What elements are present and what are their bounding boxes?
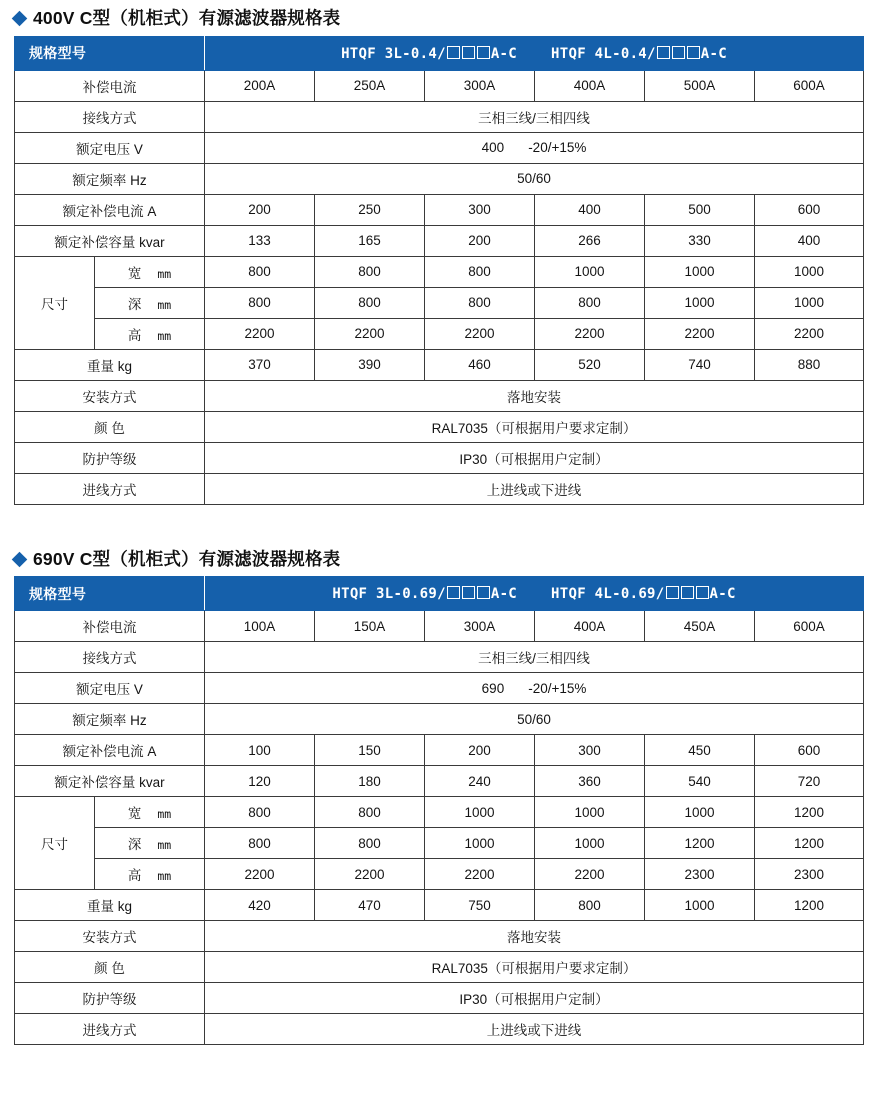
row-label-frequency: 额定频率 Hz <box>15 704 205 735</box>
sublabel-text: 高 <box>127 868 142 883</box>
cell-value-install: 落地安装 <box>205 921 864 952</box>
placeholder-box-icon <box>462 46 475 59</box>
voltage-value: 690 <box>481 680 505 696</box>
placeholder-box-icon <box>696 586 709 599</box>
model-b-suffix: A-C <box>709 586 736 602</box>
cell-value: 2300 <box>755 859 864 890</box>
sublabel-depth <box>95 287 205 318</box>
cell-value: 200A <box>205 70 315 101</box>
row-label-weight: 重量 kg <box>15 349 205 380</box>
table-row <box>15 673 864 704</box>
placeholder-box-icon <box>447 586 460 599</box>
cell-value: 600 <box>755 735 864 766</box>
cell-value: 250A <box>315 70 425 101</box>
cell-value: 800 <box>205 287 315 318</box>
cell-value: 200 <box>425 225 535 256</box>
cell-value: 240 <box>425 766 535 797</box>
cell-value: 250 <box>315 194 425 225</box>
section-title-400v <box>14 10 863 28</box>
cell-value-wiring: 三相三线/三相四线 <box>205 101 864 132</box>
cell-value-install: 落地安装 <box>205 380 864 411</box>
cell-value: 2200 <box>205 859 315 890</box>
placeholder-box-icon <box>657 46 670 59</box>
model-a-suffix: A-C <box>490 45 518 62</box>
cell-value: 1200 <box>645 828 755 859</box>
cell-value: 800 <box>205 256 315 287</box>
model-b-prefix: HTQF 4L-0.4/ <box>551 45 656 62</box>
cell-value: 1000 <box>755 287 864 318</box>
cell-value-frequency: 50/60 <box>205 704 864 735</box>
header-model-cell <box>205 577 864 611</box>
row-label-color: 颜 色 <box>15 952 205 983</box>
cell-value: 360 <box>535 766 645 797</box>
cell-value: 300 <box>425 194 535 225</box>
cell-value: 600 <box>755 194 864 225</box>
table-row <box>15 828 864 859</box>
cell-value: 300A <box>425 611 535 642</box>
cell-value: 165 <box>315 225 425 256</box>
cell-value: 200 <box>205 194 315 225</box>
cell-value: 2200 <box>645 318 755 349</box>
sublabel-unit: mm <box>157 838 172 852</box>
cell-value-voltage <box>205 132 864 163</box>
cell-value: 1000 <box>645 256 755 287</box>
section-title-text: 400V C型（机柜式）有源滤波器规格表 <box>33 8 341 28</box>
cell-value: 1200 <box>755 797 864 828</box>
cell-value: 266 <box>535 225 645 256</box>
cell-value: 2200 <box>535 859 645 890</box>
placeholder-box-icon <box>477 586 490 599</box>
cell-value: 200 <box>425 735 535 766</box>
cell-value: 750 <box>425 890 535 921</box>
row-label-wiring: 接线方式 <box>15 642 205 673</box>
cell-value: 450 <box>645 735 755 766</box>
cell-value: 880 <box>755 349 864 380</box>
cell-value-protection: IP30（可根据用户定制） <box>205 442 864 473</box>
cell-value: 800 <box>315 287 425 318</box>
table-row <box>15 704 864 735</box>
placeholder-box-icon <box>477 46 490 59</box>
cell-value-frequency: 50/60 <box>205 163 864 194</box>
row-label-voltage: 额定电压 V <box>15 132 205 163</box>
cell-value: 800 <box>425 256 535 287</box>
row-label-dimensions: 尺寸 <box>15 256 95 349</box>
sublabel-text: 深 <box>127 296 142 312</box>
sublabel-width <box>95 256 205 287</box>
cell-value: 2200 <box>315 859 425 890</box>
cell-value: 300 <box>535 735 645 766</box>
spec-table-400v <box>14 36 864 505</box>
table-row <box>15 132 864 163</box>
cell-value: 2200 <box>425 318 535 349</box>
cell-value: 2200 <box>315 318 425 349</box>
table-row <box>15 735 864 766</box>
cell-value-voltage <box>205 673 864 704</box>
cell-value: 500 <box>645 194 755 225</box>
sublabel-height <box>95 318 205 349</box>
row-label-inlet: 进线方式 <box>15 1014 205 1045</box>
table-row <box>15 101 864 132</box>
cell-value: 2200 <box>755 318 864 349</box>
row-label-dimensions: 尺寸 <box>15 797 95 890</box>
cell-value: 370 <box>205 349 315 380</box>
cell-value: 2300 <box>645 859 755 890</box>
table-row <box>15 225 864 256</box>
spec-table-690v <box>14 576 864 1045</box>
sublabel-height <box>95 859 205 890</box>
row-label-compensation-current: 补偿电流 <box>15 70 205 101</box>
row-label-frequency: 额定频率 Hz <box>15 163 205 194</box>
cell-value-protection: IP30（可根据用户定制） <box>205 983 864 1014</box>
cell-value: 800 <box>315 828 425 859</box>
row-label-protection: 防护等级 <box>15 442 205 473</box>
cell-value: 2200 <box>535 318 645 349</box>
diamond-bullet-icon <box>12 11 28 27</box>
sublabel-text: 宽 <box>127 806 142 821</box>
model-a-prefix: HTQF 3L-0.4/ <box>341 45 446 62</box>
placeholder-box-icon <box>681 586 694 599</box>
table-row <box>15 256 864 287</box>
placeholder-box-icon <box>666 586 679 599</box>
sublabel-unit: mm <box>157 266 172 281</box>
header-row-label: 规格型号 <box>15 577 205 611</box>
table-row <box>15 411 864 442</box>
model-a-prefix: HTQF 3L-0.69/ <box>332 586 446 602</box>
sublabel-text: 深 <box>127 837 142 852</box>
cell-value: 800 <box>535 287 645 318</box>
cell-value: 460 <box>425 349 535 380</box>
table-row <box>15 163 864 194</box>
table-row <box>15 194 864 225</box>
model-b-suffix: A-C <box>700 45 727 62</box>
cell-value: 800 <box>205 828 315 859</box>
table-row <box>15 1014 864 1045</box>
row-label-rated-current: 额定补偿电流 A <box>15 735 205 766</box>
cell-value: 150A <box>315 611 425 642</box>
cell-value: 100 <box>205 735 315 766</box>
cell-value: 400A <box>535 611 645 642</box>
table-row <box>15 442 864 473</box>
sublabel-width <box>95 797 205 828</box>
voltage-value: 400 <box>481 140 505 155</box>
cell-value: 2200 <box>205 318 315 349</box>
row-label-wiring: 接线方式 <box>15 101 205 132</box>
cell-value: 400 <box>535 194 645 225</box>
cell-value: 180 <box>315 766 425 797</box>
cell-value-inlet: 上进线或下进线 <box>205 473 864 504</box>
cell-value: 120 <box>205 766 315 797</box>
table-row <box>15 318 864 349</box>
cell-value: 800 <box>315 256 425 287</box>
cell-value: 1000 <box>425 797 535 828</box>
cell-value: 400 <box>755 225 864 256</box>
header-row-label: 规格型号 <box>15 36 205 70</box>
sublabel-unit: mm <box>157 807 172 821</box>
placeholder-box-icon <box>447 46 460 59</box>
model-b-prefix: HTQF 4L-0.69/ <box>551 586 665 602</box>
cell-value: 1000 <box>535 797 645 828</box>
table-row <box>15 797 864 828</box>
section-title-690v <box>14 548 863 569</box>
cell-value: 1000 <box>645 797 755 828</box>
cell-value: 520 <box>535 349 645 380</box>
voltage-tolerance: -20/+15% <box>528 140 587 155</box>
table-row <box>15 349 864 380</box>
cell-value: 500A <box>645 70 755 101</box>
cell-value: 1000 <box>425 828 535 859</box>
row-label-weight: 重量 kg <box>15 890 205 921</box>
row-label-install: 安装方式 <box>15 921 205 952</box>
row-label-compensation-current: 补偿电流 <box>15 611 205 642</box>
cell-value: 450A <box>645 611 755 642</box>
cell-value-inlet: 上进线或下进线 <box>205 1014 864 1045</box>
table-row <box>15 952 864 983</box>
section-title-text: 690V C型（机柜式）有源滤波器规格表 <box>33 548 341 569</box>
sublabel-unit: mm <box>157 297 172 312</box>
sublabel-unit: mm <box>157 328 172 343</box>
cell-value: 600A <box>755 611 864 642</box>
table-row <box>15 611 864 642</box>
cell-value-color: RAL7035（可根据用户要求定制） <box>205 952 864 983</box>
diamond-bullet-icon <box>12 551 28 567</box>
cell-value: 1000 <box>535 828 645 859</box>
cell-value: 600A <box>755 70 864 101</box>
table-row <box>15 859 864 890</box>
header-model-cell <box>205 36 864 70</box>
cell-value: 1000 <box>755 256 864 287</box>
cell-value: 1200 <box>755 828 864 859</box>
voltage-tolerance: -20/+15% <box>528 680 587 696</box>
placeholder-box-icon <box>462 586 475 599</box>
table-row <box>15 983 864 1014</box>
table-row <box>15 70 864 101</box>
row-label-protection: 防护等级 <box>15 983 205 1014</box>
section-spacer <box>14 505 863 547</box>
placeholder-box-icon <box>672 46 685 59</box>
sublabel-text: 高 <box>127 327 142 343</box>
row-label-color: 颜 色 <box>15 411 205 442</box>
table-row <box>15 921 864 952</box>
cell-value: 400A <box>535 70 645 101</box>
cell-value: 1000 <box>645 287 755 318</box>
sublabel-text: 宽 <box>127 265 142 281</box>
cell-value: 1200 <box>755 890 864 921</box>
cell-value: 720 <box>755 766 864 797</box>
sublabel-depth <box>95 828 205 859</box>
row-label-inlet: 进线方式 <box>15 473 205 504</box>
row-label-voltage: 额定电压 V <box>15 673 205 704</box>
cell-value: 800 <box>205 797 315 828</box>
cell-value: 420 <box>205 890 315 921</box>
cell-value-color: RAL7035（可根据用户要求定制） <box>205 411 864 442</box>
row-label-install: 安装方式 <box>15 380 205 411</box>
cell-value: 800 <box>315 797 425 828</box>
cell-value: 133 <box>205 225 315 256</box>
cell-value-wiring: 三相三线/三相四线 <box>205 642 864 673</box>
cell-value: 800 <box>535 890 645 921</box>
sublabel-unit: mm <box>157 869 172 883</box>
table-row <box>15 766 864 797</box>
placeholder-box-icon <box>687 46 700 59</box>
cell-value: 1000 <box>645 890 755 921</box>
model-a-suffix: A-C <box>490 586 518 602</box>
cell-value: 150 <box>315 735 425 766</box>
table-row <box>15 473 864 504</box>
row-label-rated-capacity: 额定补偿容量 kvar <box>15 766 205 797</box>
cell-value: 330 <box>645 225 755 256</box>
cell-value: 540 <box>645 766 755 797</box>
cell-value: 100A <box>205 611 315 642</box>
table-header-row <box>15 36 864 70</box>
cell-value: 800 <box>425 287 535 318</box>
table-row <box>15 380 864 411</box>
row-label-rated-capacity: 额定补偿容量 kvar <box>15 225 205 256</box>
row-label-rated-current: 额定补偿电流 A <box>15 194 205 225</box>
cell-value: 470 <box>315 890 425 921</box>
table-row <box>15 642 864 673</box>
cell-value: 1000 <box>535 256 645 287</box>
table-row <box>15 287 864 318</box>
table-header-row <box>15 577 864 611</box>
cell-value: 300A <box>425 70 535 101</box>
cell-value: 2200 <box>425 859 535 890</box>
table-row <box>15 890 864 921</box>
cell-value: 740 <box>645 349 755 380</box>
cell-value: 390 <box>315 349 425 380</box>
